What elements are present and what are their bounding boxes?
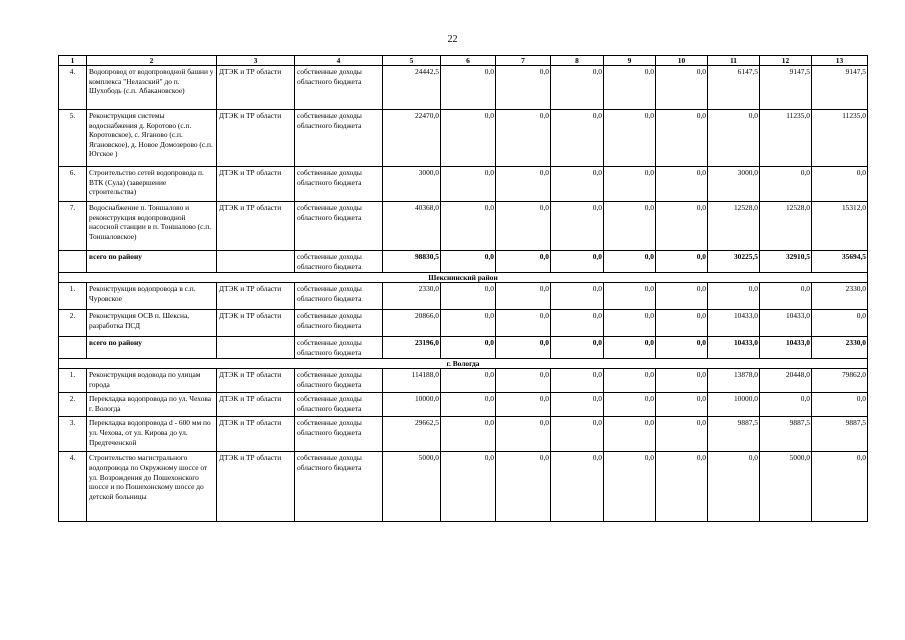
value-cell: 0,0 [604, 167, 656, 202]
value-cell: 5000,0 [383, 452, 441, 522]
value-cell: 0,0 [551, 452, 604, 522]
value-cell: 0,0 [760, 283, 812, 310]
value-cell: 0,0 [656, 393, 708, 417]
funding-source: собственные доходы областного бюджета [295, 202, 383, 251]
funding-source: собственные доходы областного бюджета [295, 393, 383, 417]
total-row [59, 251, 868, 273]
value-cell: 0,0 [656, 369, 708, 393]
value-cell: 3000,0 [383, 167, 441, 202]
row-index: 1. [59, 369, 87, 393]
value-cell: 0,0 [551, 167, 604, 202]
value-cell: 0,0 [441, 393, 496, 417]
column-header: 3 [217, 56, 295, 66]
row-index: 6. [59, 167, 87, 202]
funding-source: собственные доходы областного бюджета [295, 167, 383, 202]
value-cell: 0,0 [604, 452, 656, 522]
object-name: всего по району [87, 337, 217, 359]
value-cell: 24442,5 [383, 66, 441, 110]
funding-source: собственные доходы областного бюджета [295, 283, 383, 310]
value-cell: 0,0 [441, 417, 496, 452]
value-cell: 0,0 [604, 66, 656, 110]
value-cell: 0,0 [551, 393, 604, 417]
table-row [59, 310, 868, 337]
value-cell: 10433,0 [708, 310, 760, 337]
responsible-org: ДТЭК и ТР области [217, 110, 295, 167]
responsible-org: ДТЭК и ТР области [217, 283, 295, 310]
object-name: Строительство магистрального водопровода по Окружному шоссе от ул. Возрождения до Пошехонского шоссе и по Пошехонскому шоссе до детской больницы [87, 452, 217, 522]
section-row [59, 359, 868, 369]
value-cell: 30225,5 [708, 251, 760, 273]
value-cell: 0,0 [604, 202, 656, 251]
value-cell: 0,0 [760, 167, 812, 202]
row-index [59, 337, 87, 359]
value-cell: 0,0 [496, 251, 551, 273]
value-cell: 0,0 [812, 167, 868, 202]
total-row [59, 337, 868, 359]
object-name: Водоснабжение п. Тоншалово и реконструкция водопроводной насосной станции в п. Тоншалово (с.п. Тоншаловское) [87, 202, 217, 251]
column-header: 7 [496, 56, 551, 66]
value-cell: 0,0 [496, 393, 551, 417]
value-cell: 0,0 [441, 452, 496, 522]
object-name: Строительство сетей водопровода п. ВТК (Сула) (завершение строительства) [87, 167, 217, 202]
value-cell: 0,0 [551, 202, 604, 251]
column-header: 6 [441, 56, 496, 66]
value-cell: 9147,5 [760, 66, 812, 110]
row-index: 4. [59, 66, 87, 110]
row-index: 7. [59, 202, 87, 251]
value-cell: 10433,0 [760, 310, 812, 337]
table-row [59, 393, 868, 417]
responsible-org: ДТЭК и ТР области [217, 202, 295, 251]
value-cell: 0,0 [551, 417, 604, 452]
value-cell: 12528,0 [760, 202, 812, 251]
row-index: 5. [59, 110, 87, 167]
column-header: 8 [551, 56, 604, 66]
value-cell: 0,0 [441, 283, 496, 310]
value-cell: 23196,0 [383, 337, 441, 359]
value-cell: 10000,0 [708, 393, 760, 417]
table-row [59, 283, 868, 310]
value-cell: 0,0 [496, 452, 551, 522]
value-cell: 0,0 [441, 251, 496, 273]
value-cell: 0,0 [812, 393, 868, 417]
value-cell: 15312,0 [812, 202, 868, 251]
value-cell: 0,0 [604, 393, 656, 417]
value-cell: 0,0 [441, 310, 496, 337]
funding-source: собственные доходы областного бюджета [295, 337, 383, 359]
column-header: 10 [656, 56, 708, 66]
funding-source: собственные доходы областного бюджета [295, 369, 383, 393]
value-cell: 2330,0 [812, 337, 868, 359]
column-header: 13 [812, 56, 868, 66]
column-header: 1 [59, 56, 87, 66]
value-cell: 0,0 [551, 283, 604, 310]
object-name: всего по району [87, 251, 217, 273]
row-index: 4. [59, 452, 87, 522]
table-row [59, 417, 868, 452]
value-cell: 0,0 [496, 337, 551, 359]
value-cell: 0,0 [604, 417, 656, 452]
value-cell: 13878,0 [708, 369, 760, 393]
value-cell: 0,0 [551, 369, 604, 393]
row-index: 2. [59, 393, 87, 417]
value-cell: 2330,0 [383, 283, 441, 310]
responsible-org: ДТЭК и ТР области [217, 417, 295, 452]
object-name: Перекладка водопровода d - 600 мм по ул. Чехова, от ул. Кирова до ул. Предтеченской [87, 417, 217, 452]
section-title: г. Вологда [59, 359, 868, 369]
value-cell: 0,0 [656, 452, 708, 522]
value-cell: 114188,0 [383, 369, 441, 393]
value-cell: 0,0 [496, 417, 551, 452]
value-cell: 5000,0 [760, 452, 812, 522]
value-cell: 20866,0 [383, 310, 441, 337]
value-cell: 0,0 [604, 310, 656, 337]
value-cell: 0,0 [604, 251, 656, 273]
row-index: 1. [59, 283, 87, 310]
value-cell: 9887,5 [760, 417, 812, 452]
responsible-org: ДТЭК и ТР области [217, 369, 295, 393]
value-cell: 32910,5 [760, 251, 812, 273]
value-cell: 40368,0 [383, 202, 441, 251]
object-name: Реконструкция системы водоснабжения д. Коротово (с.п. Коротовское), с. Яганово (с.п. Ягановское), д. Новое Домозерово (с.п. Югское ) [87, 110, 217, 167]
responsible-org [217, 337, 295, 359]
value-cell: 0,0 [656, 202, 708, 251]
value-cell: 0,0 [551, 251, 604, 273]
value-cell: 0,0 [604, 369, 656, 393]
value-cell: 0,0 [551, 310, 604, 337]
row-index: 2. [59, 310, 87, 337]
value-cell: 0,0 [496, 369, 551, 393]
value-cell: 0,0 [604, 337, 656, 359]
value-cell: 2330,0 [812, 283, 868, 310]
value-cell: 0,0 [760, 393, 812, 417]
value-cell: 0,0 [708, 452, 760, 522]
value-cell: 10433,0 [760, 337, 812, 359]
value-cell: 0,0 [656, 66, 708, 110]
column-header: 11 [708, 56, 760, 66]
value-cell: 29662,5 [383, 417, 441, 452]
section-title: Шекснинский район [59, 273, 868, 283]
value-cell: 0,0 [812, 310, 868, 337]
header-row [59, 56, 868, 66]
table-body [59, 66, 868, 522]
value-cell: 0,0 [496, 167, 551, 202]
funding-source: собственные доходы областного бюджета [295, 417, 383, 452]
column-header: 12 [760, 56, 812, 66]
value-cell: 79862,0 [812, 369, 868, 393]
value-cell: 0,0 [441, 337, 496, 359]
responsible-org: ДТЭК и ТР области [217, 167, 295, 202]
responsible-org [217, 251, 295, 273]
object-name: Реконструкция ОСВ п. Шексна, разработка ПСД [87, 310, 217, 337]
funding-source: собственные доходы областного бюджета [295, 110, 383, 167]
value-cell: 0,0 [496, 110, 551, 167]
value-cell: 11235,0 [812, 110, 868, 167]
value-cell: 0,0 [604, 283, 656, 310]
funding-source: собственные доходы областного бюджета [295, 66, 383, 110]
column-header: 5 [383, 56, 441, 66]
value-cell: 0,0 [496, 66, 551, 110]
value-cell: 0,0 [812, 452, 868, 522]
responsible-org: ДТЭК и ТР области [217, 393, 295, 417]
object-name: Реконструкция водовода по улицам города [87, 369, 217, 393]
funding-source: собственные доходы областного бюджета [295, 310, 383, 337]
value-cell: 0,0 [656, 110, 708, 167]
column-header: 9 [604, 56, 656, 66]
value-cell: 20448,0 [760, 369, 812, 393]
responsible-org: ДТЭК и ТР области [217, 310, 295, 337]
section-row [59, 273, 868, 283]
table-row [59, 110, 868, 167]
value-cell: 0,0 [496, 283, 551, 310]
value-cell: 98830,5 [383, 251, 441, 273]
table-row [59, 167, 868, 202]
value-cell: 10000,0 [383, 393, 441, 417]
value-cell: 9147,5 [812, 66, 868, 110]
value-cell: 35694,5 [812, 251, 868, 273]
value-cell: 0,0 [708, 110, 760, 167]
table-row [59, 369, 868, 393]
column-header: 2 [87, 56, 217, 66]
object-name: Перекладка водопровода по ул. Чехова г. Вологда [87, 393, 217, 417]
value-cell: 0,0 [656, 167, 708, 202]
value-cell: 6147,5 [708, 66, 760, 110]
object-name: Водопровод от водопроводной башни у комплекса "Нелазский" до п. Шухободь (с.п. Абакановское) [87, 66, 217, 110]
value-cell: 0,0 [656, 283, 708, 310]
value-cell: 0,0 [656, 337, 708, 359]
value-cell: 0,0 [441, 110, 496, 167]
value-cell: 0,0 [604, 110, 656, 167]
value-cell: 3000,0 [708, 167, 760, 202]
funding-source: собственные доходы областного бюджета [295, 251, 383, 273]
budget-table [58, 55, 868, 522]
value-cell: 9887,5 [812, 417, 868, 452]
value-cell: 0,0 [496, 202, 551, 251]
value-cell: 0,0 [496, 310, 551, 337]
row-index: 3. [59, 417, 87, 452]
table-row [59, 452, 868, 522]
value-cell: 12528,0 [708, 202, 760, 251]
page-number: 22 [447, 34, 458, 45]
value-cell: 22470,0 [383, 110, 441, 167]
value-cell: 11235,0 [760, 110, 812, 167]
table-row [59, 66, 868, 110]
value-cell: 9887,5 [708, 417, 760, 452]
value-cell: 0,0 [656, 417, 708, 452]
responsible-org: ДТЭК и ТР области [217, 452, 295, 522]
value-cell: 0,0 [441, 369, 496, 393]
table-row [59, 202, 868, 251]
column-header: 4 [295, 56, 383, 66]
value-cell: 0,0 [708, 283, 760, 310]
funding-source: собственные доходы областного бюджета [295, 452, 383, 522]
object-name: Реконструкция водопровода в с.п. Чуровское [87, 283, 217, 310]
value-cell: 0,0 [441, 202, 496, 251]
responsible-org: ДТЭК и ТР области [217, 66, 295, 110]
value-cell: 0,0 [551, 66, 604, 110]
row-index [59, 251, 87, 273]
value-cell: 0,0 [656, 251, 708, 273]
value-cell: 10433,0 [708, 337, 760, 359]
value-cell: 0,0 [551, 337, 604, 359]
value-cell: 0,0 [441, 167, 496, 202]
value-cell: 0,0 [551, 110, 604, 167]
value-cell: 0,0 [656, 310, 708, 337]
value-cell: 0,0 [441, 66, 496, 110]
